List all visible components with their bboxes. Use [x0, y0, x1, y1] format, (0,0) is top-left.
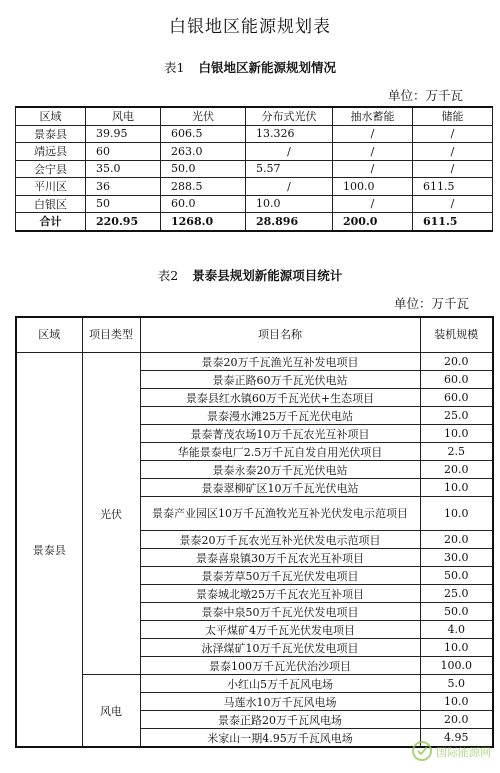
table1-header-row [16, 107, 493, 125]
table2-unit: 单位：万千瓦 [394, 296, 470, 311]
project-name: 小红山5万千瓦风电场 [140, 675, 420, 693]
table-cell: 景泰县 [16, 125, 86, 143]
project-name: 景泰100万千瓦光伏治沙项目 [140, 657, 420, 675]
project-name: 太平煤矿4万千瓦光伏发电项目 [140, 621, 420, 639]
table1-number: 表1 [164, 60, 185, 75]
capacity-value: 20.0 [420, 531, 493, 549]
table-cell: 平川区 [16, 178, 86, 196]
table1-header-cell: 分布式光伏 [246, 107, 333, 125]
table-cell: 263.0 [161, 143, 246, 161]
table-cell: 60 [86, 143, 161, 161]
capacity-value: 25.0 [420, 407, 493, 425]
region-cell: 景泰县 [16, 353, 82, 748]
table-cell: 611.5 [413, 178, 493, 196]
project-name: 景泰翠柳矿区10万千瓦光伏电站 [140, 479, 420, 497]
table2-header-cell: 项目类型 [82, 317, 140, 353]
capacity-value: 2.5 [420, 443, 493, 461]
project-name: 景泰20万千瓦渔光互补发电项目 [140, 353, 420, 371]
type-cell: 光伏 [82, 353, 140, 675]
capacity-value: 100.0 [420, 657, 493, 675]
watermark-logo [408, 735, 494, 767]
capacity-value: 60.0 [420, 371, 493, 389]
table1-title: 白银地区新能源规划情况 [198, 60, 336, 75]
project-name: 景泰中泉50万千瓦光伏发电项目 [140, 603, 420, 621]
table-cell: 13.326 [246, 125, 333, 143]
project-name: 景泰芳草50万千瓦光伏发电项目 [140, 567, 420, 585]
type-cell: 风电 [82, 675, 140, 748]
project-name: 景泰正路60万千瓦光伏电站 [140, 371, 420, 389]
table1-total-row [16, 213, 493, 231]
table2-header-row [16, 317, 493, 353]
project-name: 景泰正路20万千瓦风电场 [140, 711, 420, 729]
table-cell: / [413, 143, 493, 161]
project-name: 景泰城北墩25万千瓦农光互补项目 [140, 585, 420, 603]
table-cell: 50.0 [161, 160, 246, 178]
table-cell: 合计 [16, 213, 86, 231]
capacity-value: 10.0 [420, 479, 493, 497]
capacity-value: 50.0 [420, 567, 493, 585]
table-cell: 靖远县 [16, 143, 86, 161]
table-cell: 1268.0 [161, 213, 246, 231]
table1-header-cell: 抽水蓄能 [333, 107, 413, 125]
project-name: 景泰永泰20万千瓦光伏电站 [140, 461, 420, 479]
capacity-value: 25.0 [420, 585, 493, 603]
table1-header-cell: 光伏 [161, 107, 246, 125]
project-name: 景泰喜泉镇30万千瓦农光互补项目 [140, 549, 420, 567]
project-name: 华能景泰电厂2.5万千瓦自发自用光伏项目 [140, 443, 420, 461]
table-row [16, 143, 493, 161]
capacity-value: 10.0 [420, 639, 493, 657]
table-cell: 50 [86, 195, 161, 213]
table-cell: / [333, 160, 413, 178]
table1-unit: 单位：万千瓦 [388, 88, 464, 103]
capacity-value: 5.0 [420, 675, 493, 693]
table-cell: 39.95 [86, 125, 161, 143]
table1 [15, 106, 493, 232]
table2-header-cell: 项目名称 [140, 317, 420, 353]
watermark-check [418, 747, 427, 754]
table-cell: / [246, 178, 333, 196]
table-row [16, 125, 493, 143]
table-cell: 60.0 [161, 195, 246, 213]
table-cell: / [246, 143, 333, 161]
capacity-value: 10.0 [420, 693, 493, 711]
capacity-value: 20.0 [420, 711, 493, 729]
table2-number: 表2 [157, 268, 179, 283]
table-cell: 会宁县 [16, 160, 86, 178]
capacity-value: 20.0 [420, 461, 493, 479]
table1-caption [0, 58, 500, 76]
capacity-value: 60.0 [420, 389, 493, 407]
capacity-value: 20.0 [420, 353, 493, 371]
table-cell: / [413, 125, 493, 143]
capacity-value: 50.0 [420, 603, 493, 621]
table2-title: 景泰县规划新能源项目统计 [192, 268, 343, 283]
table-cell: / [413, 160, 493, 178]
table2-header-cell: 装机规模 [420, 317, 493, 353]
table-cell: 611.5 [413, 213, 493, 231]
project-name: 景泰20万千瓦农光互补光伏发电示范项目 [140, 531, 420, 549]
table1-header-cell: 储能 [413, 107, 493, 125]
table-cell: 白银区 [16, 195, 86, 213]
table2-header-cell: 区域 [16, 317, 82, 353]
table-cell: 100.0 [333, 178, 413, 196]
table-cell: / [333, 195, 413, 213]
table-cell: 288.5 [161, 178, 246, 196]
table-cell: 10.0 [246, 195, 333, 213]
table-cell: 200.0 [333, 213, 413, 231]
project-name: 景泰漫水滩25万千瓦光伏电站 [140, 407, 420, 425]
watermark-text: 国际能源网 [436, 746, 491, 759]
table-cell: 36 [86, 178, 161, 196]
table2-caption [0, 266, 500, 284]
table-cell: 28.896 [246, 213, 333, 231]
table-cell: / [333, 143, 413, 161]
project-name: 泳泽煤矿10万千瓦光伏发电项目 [140, 639, 420, 657]
table-cell: / [413, 195, 493, 213]
table-row [16, 353, 493, 371]
table-cell: / [333, 125, 413, 143]
table-row [16, 178, 493, 196]
capacity-value: 30.0 [420, 549, 493, 567]
table-cell: 606.5 [161, 125, 246, 143]
table1-header-cell: 区域 [16, 107, 86, 125]
table-cell: 5.57 [246, 160, 333, 178]
table2 [15, 316, 494, 748]
capacity-value: 10.0 [420, 497, 493, 531]
capacity-value: 4.0 [420, 621, 493, 639]
watermark-circle [413, 742, 431, 760]
capacity-value: 4.95 [420, 729, 493, 748]
project-name: 马莲水10万千瓦风电场 [140, 693, 420, 711]
project-name: 米家山一期4.95万千瓦风电场 [140, 729, 420, 748]
table-cell: 35.0 [86, 160, 161, 178]
project-name: 景泰县红水镇60万千瓦光伏+生态项目 [140, 389, 420, 407]
table1-header-cell: 风电 [86, 107, 161, 125]
table-row [16, 195, 493, 213]
table-row [16, 675, 493, 693]
capacity-value: 10.0 [420, 425, 493, 443]
project-name: 景泰菁茂农场10万千瓦农光互补项目 [140, 425, 420, 443]
table-cell: 220.95 [86, 213, 161, 231]
project-name: 景泰产业园区10万千瓦渔牧光互补光伏发电示范项目 [140, 497, 420, 531]
page-title: 白银地区能源规划表 [169, 17, 331, 37]
table-row [16, 160, 493, 178]
